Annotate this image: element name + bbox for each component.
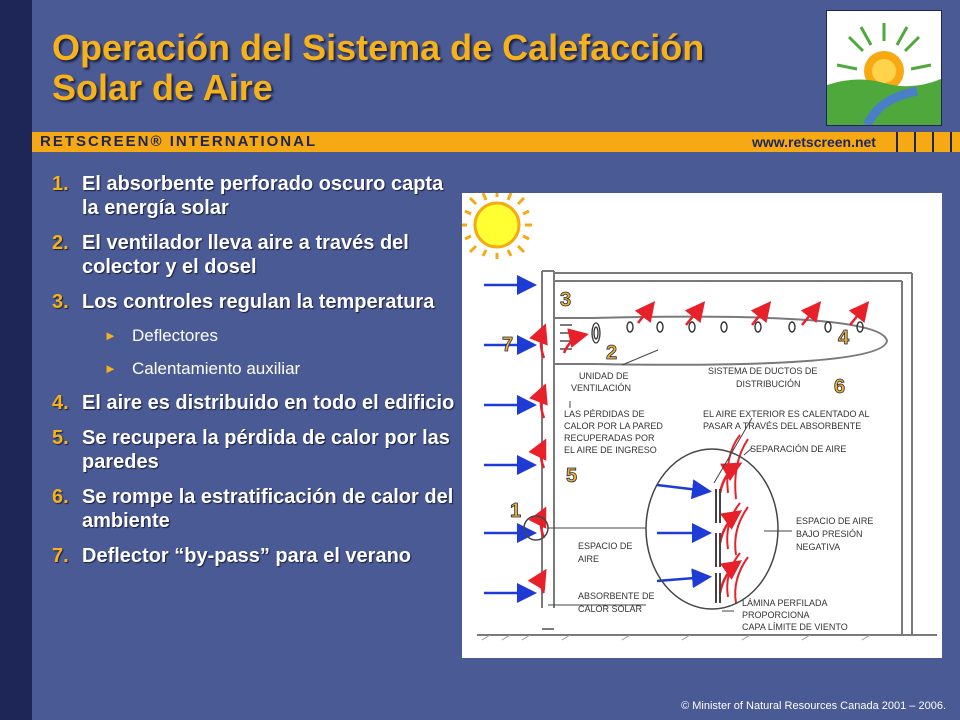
label-unidad-2: VENTILACIÓN (571, 383, 632, 393)
bullet-number: 2. (52, 232, 69, 254)
diagram-number-7: 7 (502, 334, 514, 356)
triangle-bullet-icon: ► (104, 361, 117, 376)
diagram-number-5: 5 (566, 465, 578, 487)
label-espacio-baja-3: NEGATIVA (796, 542, 841, 552)
bullet-number: 1. (52, 173, 69, 195)
copyright-notice: © Minister of Natural Resources Canada 2001 – 2006. (681, 700, 946, 712)
left-strip (0, 0, 32, 720)
bullet-number: 3. (52, 291, 69, 313)
bullet-item (52, 290, 462, 314)
title-line-2: Solar de Aire (52, 67, 273, 108)
bullet-item (52, 485, 462, 533)
bullet-item (52, 391, 462, 415)
bullet-text: El aire es distribuido en todo el edificio (82, 392, 455, 414)
diagram-number-6: 6 (834, 376, 846, 398)
label-lamina-1: LÁMINA PERFILADA (742, 598, 828, 608)
bullet-text: Se recupera la pérdida de calor por las paredes (82, 427, 450, 473)
diagram-number-1: 1 (510, 500, 522, 522)
label-exterior-1: EL AIRE EXTERIOR ES CALENTADO AL (703, 409, 870, 419)
diagram-number-3: 3 (560, 289, 572, 311)
label-lamina-2: PROPORCIONA (742, 610, 810, 620)
label-perdidas-1: LAS PÉRDIDAS DE (564, 409, 645, 419)
label-espacio-baja-2: BAJO PRESIÓN (796, 529, 863, 539)
label-espacio-baja-1: ESPACIO DE AIRE (796, 516, 874, 526)
label-espacio-2: AIRE (578, 554, 600, 564)
label-ductos-1: SISTEMA DE DUCTOS DE (708, 366, 818, 376)
label-absorbente-2: CALOR SOLAR (578, 604, 643, 614)
bullet-item (52, 426, 462, 474)
brand-band-edge (0, 132, 32, 152)
band-ticks (892, 132, 960, 152)
label-lamina-3: CAPA LÍMITE DE VIENTO (742, 622, 848, 632)
bullet-text: El absorbente perforado oscuro capta la energía solar (82, 173, 444, 219)
triangle-bullet-icon: ► (104, 328, 117, 343)
label-separacion: SEPARACIÓN DE AIRE (750, 444, 847, 454)
bullet-number: 6. (52, 486, 69, 508)
label-perdidas-3: RECUPERADAS POR (564, 433, 655, 443)
label-ductos-2: DISTRIBUCIÓN (736, 379, 801, 389)
sub-bullet-text: Deflectores (132, 326, 218, 345)
bullet-item (52, 231, 462, 279)
sub-bullet-item (52, 358, 462, 380)
diagram-number-4: 4 (838, 327, 850, 349)
sub-bullet-text: Calentamiento auxiliar (132, 359, 301, 378)
bullet-text: Se rompe la estratificación de calor del ambiente (82, 486, 454, 532)
label-espacio-1: ESPACIO DE (578, 541, 633, 551)
bullet-list (52, 172, 462, 579)
brand-url: www.retscreen.net (752, 134, 876, 150)
bullet-number: 5. (52, 427, 69, 449)
title-line-1: Operación del Sistema de Calefacción (52, 27, 705, 68)
bullet-item (52, 544, 462, 568)
solar-air-heating-diagram (462, 193, 942, 658)
bullet-number: 4. (52, 392, 69, 414)
label-absorbente-1: ABSORBENTE DE (578, 591, 655, 601)
sun-icon (462, 193, 532, 259)
label-unidad-1: UNIDAD DE (579, 371, 629, 381)
retscreen-sun-logo-icon (826, 10, 942, 126)
bullet-text: Deflector “by-pass” para el verano (82, 545, 412, 567)
bullet-number: 7. (52, 545, 69, 567)
bullet-item (52, 172, 462, 220)
sub-bullet-item (52, 325, 462, 347)
label-perdidas-4: EL AIRE DE INGRESO (564, 445, 657, 455)
brand-name: RETSCREEN® INTERNATIONAL (40, 133, 318, 150)
slide-title (52, 28, 802, 108)
diagram-number-2: 2 (606, 342, 618, 364)
label-perdidas-2: CALOR POR LA PARED (564, 421, 663, 431)
label-exterior-2: PASAR A TRAVÉS DEL ABSORBENTE (703, 421, 862, 431)
bullet-text: El ventilador lleva aire a través del colector y el dosel (82, 232, 409, 278)
bullet-text: Los controles regulan la temperatura (82, 291, 435, 313)
